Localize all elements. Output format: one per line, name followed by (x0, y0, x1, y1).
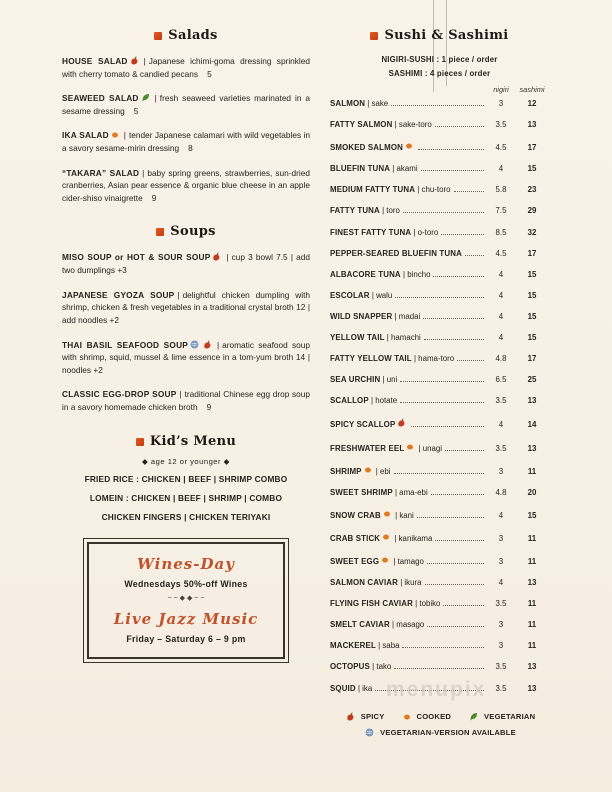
nigiri-price: 4 (498, 510, 504, 520)
cooked-icon (403, 713, 411, 721)
item-name: YELLOW TAIL (330, 333, 385, 343)
item-name: HOUSE SALAD (62, 56, 128, 66)
menu-item (62, 55, 310, 80)
dotted-leader (427, 563, 484, 564)
cooked-icon (111, 131, 119, 139)
item-name: THAI BASIL SEAFOOD SOUP (62, 339, 188, 350)
item-name: SWEET SHRIMP (330, 487, 393, 497)
sushi-row (330, 142, 549, 152)
live-jazz-title: Live Jazz Music (113, 609, 259, 628)
item-description: aromatic seafood soup with shrimp, squid, mussel & lime essence in a tom-yum broth 14 | noodles +2 (62, 339, 310, 375)
separator: | (143, 56, 146, 66)
item-name: IKA SALAD (62, 130, 109, 141)
wines-day-title: Wines-Day (137, 554, 235, 573)
item-name: ALBACORE TUNA (330, 269, 401, 279)
nigiri-price: 3 (498, 641, 504, 651)
item-price: 8 (188, 143, 193, 154)
nigiri-price: 6.5 (495, 375, 507, 385)
nigiri-note: NIGIRI-SUSHI : 1 piece / order (381, 55, 498, 64)
spicy-icon (212, 252, 221, 261)
sushi-row (330, 556, 549, 566)
sashimi-price: 29 (527, 206, 537, 216)
dotted-leader (424, 339, 484, 340)
kids-menu-list (62, 474, 310, 522)
item-name: FATTY SALMON (330, 120, 393, 130)
sashimi-price: 11 (527, 599, 537, 609)
nigiri-price: 4 (498, 164, 504, 174)
item-name: SHRIMP (330, 466, 362, 476)
legend (330, 712, 549, 737)
item-japanese-name: | hotate (368, 396, 398, 406)
item-description: cup 3 bowl 7.5 | add two dumplings +3 (62, 252, 310, 276)
sashimi-price: 15 (527, 290, 537, 300)
item-price: 5 (207, 68, 212, 79)
item-description: delightful chicken dumpling with shrimp, chicken & fresh vegetables in a traditional crystal broth 12 | add noodles +2 (62, 289, 310, 325)
sushi-row (330, 376, 549, 384)
nigiri-price: 4.5 (495, 248, 507, 258)
item-japanese-name: | ika (355, 683, 373, 693)
sushi-row (330, 533, 549, 543)
sushi-row (330, 579, 549, 587)
kids-menu-line: FRIED RICE : CHICKEN | BEEF | SHRIMP COMBO (84, 473, 288, 484)
nigiri-price: 3.5 (495, 443, 507, 453)
separator: | (217, 339, 220, 350)
sushi-row (330, 229, 549, 237)
sashimi-price: 11 (527, 466, 537, 476)
nigiri-price: 8.5 (495, 227, 507, 237)
item-japanese-name: | tako (369, 662, 392, 672)
separator: | (123, 130, 126, 141)
legend-cooked-label: COOKED (416, 712, 452, 722)
item-name: SEA URCHIN (330, 375, 381, 385)
item-name: MISO SOUP or HOT & SOUR SOUP (62, 252, 211, 263)
right-column (330, 28, 549, 744)
dotted-leader (400, 381, 484, 382)
item-japanese-name: | tobiko (412, 599, 441, 609)
item-price: 5 (133, 105, 139, 116)
item-japanese-name: | hamachi (384, 333, 421, 343)
section-square-icon (154, 32, 162, 40)
cooked-icon (406, 443, 414, 451)
sushi-list (330, 100, 549, 692)
item-japanese-name: | akami (390, 164, 418, 174)
sashimi-price: 20 (527, 487, 537, 497)
sushi-row (330, 397, 549, 405)
item-name: SWEET EGG (330, 556, 380, 566)
sushi-row (330, 621, 549, 629)
item-japanese-name: | sake-toro (392, 120, 432, 130)
legend-veg-version-label: VEGETARIAN-VERSION AVAILABLE (380, 728, 516, 738)
spicy-icon (397, 418, 406, 427)
menu-item (62, 289, 310, 327)
sushi-row (330, 100, 549, 108)
item-name: MACKEREL (330, 641, 376, 651)
sushi-row (330, 292, 549, 300)
item-japanese-name: | ikura (398, 578, 422, 588)
cooked-icon (382, 533, 390, 541)
sushi-row (330, 186, 549, 194)
dotted-leader (435, 126, 484, 127)
salads-heading (62, 28, 310, 43)
nigiri-price: 4 (498, 420, 504, 430)
sushi-row (330, 121, 549, 129)
item-name: CLASSIC EGG-DROP SOUP (62, 389, 177, 400)
spicy-icon (203, 340, 212, 349)
legend-row-1 (330, 712, 549, 721)
item-price: 9 (206, 401, 212, 412)
item-name: FRESHWATER EEL (330, 443, 405, 453)
item-name: FATTY YELLOW TAIL (330, 354, 412, 364)
cooked-icon (383, 510, 391, 518)
dotted-leader (441, 234, 484, 235)
sashimi-price: 13 (527, 120, 537, 130)
sashimi-price: 13 (527, 578, 537, 588)
legend-vegetarian (467, 712, 535, 721)
dotted-leader (454, 191, 485, 192)
sashimi-price: 11 (527, 533, 537, 543)
sashimi-column-header: sashimi (519, 85, 545, 94)
nigiri-price: 3.5 (495, 120, 507, 130)
item-name: FLYING FISH CAVIAR (330, 599, 413, 609)
menu-item (62, 251, 310, 276)
section-square-icon (136, 438, 144, 446)
menu-item (62, 167, 310, 205)
legend-spicy-label: SPICY (360, 712, 385, 722)
nigiri-price: 3 (498, 466, 504, 476)
nigiri-price: 3.5 (495, 599, 507, 609)
sushi-row (330, 207, 549, 215)
promo-box-inner (87, 542, 285, 659)
dotted-leader (417, 517, 484, 518)
sushi-row (330, 250, 549, 258)
item-name: JAPANESE GYOZA SOUP (62, 289, 175, 300)
item-description: Japanese ichimi-goma dressing sprinkled with cherry tomato & candied pecans (62, 56, 310, 79)
nigiri-price: 5.8 (495, 185, 507, 195)
sushi-row (330, 443, 549, 453)
item-name: SALMON CAVIAR (330, 578, 398, 588)
item-name: SCALLOP (330, 396, 369, 406)
item-japanese-name: | o-toro (411, 227, 439, 237)
sushi-sashimi-title: Sushi & Sashimi (384, 28, 509, 43)
legend-vegetarian-label: VEGETARIAN (484, 712, 536, 722)
item-name: “TAKARA” SALAD (62, 167, 140, 178)
separator: | (179, 389, 182, 400)
item-name: FATTY TUNA (330, 206, 380, 216)
sashimi-price: 13 (527, 443, 537, 453)
globe-icon (365, 728, 374, 737)
dotted-leader (445, 450, 484, 451)
item-description: fresh seaweed varieties marinated in a sesame dressing (62, 93, 311, 116)
item-name: ESCOLAR (330, 290, 370, 300)
sashimi-price: 25 (527, 375, 537, 385)
item-name: OCTOPUS (330, 662, 370, 672)
item-description: tender Japanese calamari with wild vegetables in a savory sesame-mirin dressing (62, 130, 311, 154)
dotted-leader (394, 668, 484, 669)
spicy-icon (130, 56, 139, 65)
sashimi-price: 11 (527, 641, 537, 651)
item-japanese-name: | chu-toro (415, 185, 451, 195)
sashimi-price: 17 (527, 143, 537, 153)
soups-list (62, 251, 310, 413)
sashimi-price: 17 (527, 248, 537, 258)
kids-menu-title: Kid’s Menu (149, 433, 237, 449)
vegetarian-icon (469, 712, 478, 721)
dotted-leader (400, 402, 484, 403)
separator: | (226, 252, 229, 263)
sashimi-note: SASHIMI : 4 pieces / order (388, 69, 491, 78)
legend-row-2 (330, 728, 549, 737)
legend-veg-version (363, 728, 516, 737)
item-japanese-name: | madai (392, 311, 421, 321)
nigiri-price: 4 (498, 578, 504, 588)
dotted-leader (457, 360, 484, 361)
sashimi-price: 13 (527, 396, 537, 406)
kids-menu-line: LOMEIN : CHICKEN | BEEF | SHRIMP | COMBO (89, 492, 283, 503)
nigiri-price: 3 (498, 556, 504, 566)
item-description: baby spring greens, strawberries, sun-dried cranberries, Asian pear essence & organic blue cheese in an apple cider-shiso vinaigrette (62, 167, 311, 203)
item-japanese-name: | uni (380, 375, 398, 385)
item-name: SEAWEED SALAD (62, 93, 139, 104)
soups-heading (62, 224, 310, 239)
section-square-icon (370, 32, 378, 40)
sushi-row (330, 271, 549, 279)
menu-item (62, 92, 310, 117)
cooked-icon (405, 142, 413, 150)
separator: | (177, 289, 180, 300)
dotted-leader (421, 170, 484, 171)
item-japanese-name: | ebi (373, 466, 391, 476)
left-column (62, 28, 310, 663)
item-japanese-name: | unagi (416, 443, 443, 453)
item-japanese-name: | tamago (391, 556, 424, 566)
sashimi-price: 15 (527, 311, 537, 321)
dotted-leader (443, 605, 484, 606)
item-name: FINEST FATTY TUNA (330, 227, 412, 237)
dotted-leader (395, 297, 484, 298)
nigiri-price: 3 (498, 620, 504, 630)
wines-day-detail: Wednesdays 50%-off Wines (124, 578, 248, 589)
promo-divider: ~ ~ ◆ ◆ ~ ~ (167, 594, 205, 602)
item-name: PEPPER-SEARED BLUEFIN TUNA (330, 248, 462, 258)
item-japanese-name: | bincho (400, 269, 431, 279)
dotted-leader (418, 149, 484, 150)
sashimi-price: 32 (527, 227, 537, 237)
sashimi-price: 13 (527, 683, 537, 693)
dotted-leader (403, 212, 484, 213)
menu-item (62, 129, 310, 154)
cooked-icon (364, 466, 372, 474)
separator: | (154, 93, 157, 104)
item-name: SMELT CAVIAR (330, 620, 390, 630)
dotted-leader (423, 318, 484, 319)
dotted-leader (411, 426, 484, 427)
item-japanese-name: | kani (392, 510, 414, 520)
sashimi-price: 15 (527, 333, 537, 343)
cooked-icon (381, 556, 389, 564)
sushi-row (330, 165, 549, 173)
salads-title: Salads (168, 28, 218, 43)
sashimi-price: 14 (527, 420, 537, 430)
sashimi-price: 15 (527, 164, 537, 174)
menupix-watermark: menupix (386, 678, 487, 701)
item-name: BLUEFIN TUNA (330, 164, 391, 174)
item-japanese-name: | walu (369, 290, 393, 300)
nigiri-column-header: nigiri (493, 85, 509, 94)
nigiri-price: 4.8 (495, 487, 507, 497)
vegetarian-icon (141, 93, 150, 102)
dotted-leader (435, 540, 484, 541)
sushi-row (330, 600, 549, 608)
sashimi-price: 15 (527, 510, 537, 520)
sushi-row (330, 489, 549, 497)
item-japanese-name: | masago (389, 620, 425, 630)
dotted-leader (431, 494, 484, 495)
item-japanese-name: | toro (379, 206, 400, 216)
sashimi-price: 17 (527, 354, 537, 364)
live-jazz-detail: Friday – Saturday 6 – 9 pm (126, 633, 246, 644)
nigiri-price: 3.5 (495, 683, 507, 693)
nigiri-price: 4 (498, 269, 504, 279)
item-name: SALMON (330, 99, 366, 108)
dotted-leader (465, 255, 484, 256)
spicy-icon (346, 712, 355, 721)
nigiri-price: 4.8 (495, 354, 507, 364)
sushi-row (330, 355, 549, 363)
item-japanese-name: | kanikama (392, 533, 433, 543)
sashimi-price: 11 (527, 556, 537, 566)
item-name: WILD SNAPPER (330, 311, 393, 321)
sushi-row (330, 313, 549, 321)
item-name: SQUID (330, 683, 356, 693)
sashimi-price: 13 (527, 662, 537, 672)
salads-list (62, 55, 310, 204)
price-column-headers (330, 85, 549, 94)
sushi-row (330, 418, 549, 429)
item-name: SNOW CRAB (330, 510, 381, 520)
nigiri-price: 4.5 (495, 143, 507, 153)
nigiri-price: 4 (498, 311, 504, 321)
legend-cooked (401, 712, 452, 721)
nigiri-price: 4 (498, 290, 504, 300)
nigiri-price: 3 (498, 533, 504, 543)
item-japanese-name: | ama-ebi (392, 487, 428, 497)
nigiri-price: 7.5 (495, 206, 507, 216)
dotted-leader (394, 473, 484, 474)
item-japanese-name: | sake (365, 99, 389, 108)
sushi-row (330, 663, 549, 671)
nigiri-price: 3.5 (495, 662, 507, 672)
globe-icon (190, 340, 199, 349)
dotted-leader (402, 647, 484, 648)
separator: | (142, 167, 145, 178)
item-japanese-name: | hama-toro (411, 354, 455, 364)
item-description: traditional Chinese egg drop soup in a savory homemade chicken broth (62, 389, 311, 412)
promo-box (83, 538, 289, 663)
item-name: CRAB STICK (330, 533, 381, 543)
item-name: SMOKED SALMON (330, 143, 403, 153)
section-square-icon (156, 228, 164, 236)
item-name: MEDIUM FATTY TUNA (330, 185, 416, 195)
dotted-leader (427, 626, 484, 627)
menu-item (62, 388, 310, 413)
sushi-row (330, 466, 549, 476)
sushi-row (330, 642, 549, 650)
sushi-row (330, 334, 549, 342)
kids-menu-line: CHICKEN FINGERS | CHICKEN TERIYAKI (101, 511, 271, 522)
dotted-leader (391, 105, 484, 106)
menu-item (62, 339, 310, 377)
sushi-row (330, 510, 549, 520)
sashimi-price: 23 (527, 185, 537, 195)
sashimi-price: 15 (527, 269, 537, 279)
kids-age-note: ◆ age 12 or younger ◆ (141, 456, 231, 466)
nigiri-price: 3.5 (495, 396, 507, 406)
nigiri-price: 4 (498, 333, 504, 343)
item-name: SPICY SCALLOP (330, 420, 396, 430)
dotted-leader (433, 276, 484, 277)
sushi-sashimi-heading (330, 28, 549, 43)
item-price: 9 (151, 192, 157, 203)
sashimi-price: 12 (527, 99, 537, 108)
nigiri-price: 3 (498, 99, 504, 108)
legend-spicy (344, 712, 385, 721)
soups-title: Soups (170, 224, 216, 240)
dotted-leader (425, 584, 484, 585)
sashimi-price: 11 (527, 620, 537, 630)
kids-menu-heading (62, 434, 310, 449)
item-japanese-name: | saba (375, 641, 400, 651)
